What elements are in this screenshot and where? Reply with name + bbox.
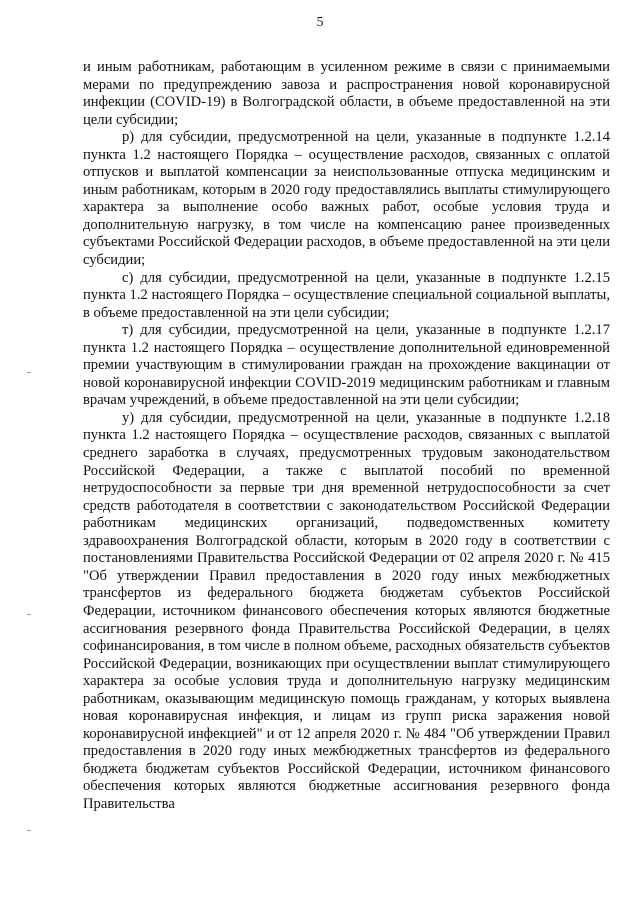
paragraph-item-r: р) для субсидии, предусмотренной на цели, указанные в подпункте 1.2.14 пункта 1.2 настоящего Порядка – осуществление расходов, связанных с оплатой отпусков и выплатой компенсации за неиспользованные отпуска медицинским и иным работникам, которым в 2020 году предоставлялись выплаты стимулирующего характера за выполнение особо важных работ, особые условия труда и дополнительную нагрузку, в том числе на компенсацию ранее произведенных субъектами Российской Федерации расходов, в объеме предоставленной на эти цели субсидии; — [83, 129, 610, 269]
paragraph-continuation: и иным работникам, работающим в усиленном режиме в связи с принимаемыми мерами по предупреждению завоза и распространения новой коронавирусной инфекции (COVID-19) в Волгоградской области, в объеме предоставленной на эти цели субсидии; — [83, 59, 610, 128]
margin-mark — [27, 830, 31, 831]
page-number: 5 — [316, 14, 324, 29]
paragraph-item-t: т) для субсидии, предусмотренной на цели, указанные в подпункте 1.2.17 пункта 1.2 настоящего Порядка – осуществление дополнительной единовременной премии участвующим в стимулировании граждан на прохождение вакцинации от новой коронавирусной инфекции COVID-2019 медицинским работникам и главным врачам учреждений, в объеме предоставленной на эти цели субсидии; — [83, 322, 610, 409]
document-body — [83, 59, 610, 814]
margin-mark — [27, 372, 31, 373]
paragraph-item-s: с) для субсидии, предусмотренной на цели, указанные в подпункте 1.2.15 пункта 1.2 настоящего Порядка – осуществление специальной социальной выплаты, в объеме предоставленной на эти цели субсидии; — [83, 269, 610, 321]
margin-mark — [27, 614, 31, 615]
paragraph-item-u: у) для субсидии, предусмотренной на цели, указанные в подпункте 1.2.18 пункта 1.2 настоящего Порядка – осуществление расходов, связанных с выплатой среднего заработка в случаях, предусмотренных трудовым законодательством Российской Федерации, а также с выплатой пособий по временной нетрудоспособности за первые три дня временной нетрудоспособности за счет средств работодателя в соответствии с законодательством Российской Федерации работникам медицинских организаций, подведомственных комитету здравоохранения Волгоградской области, которым в 2020 году в соответствии с постановлениями Правительства Российской Федерации от 02 апреля 2020 г. № 415 "Об утверждении Правил предоставления в 2020 году иных межбюджетных трансфертов из федерального бюджета бюджетам субъектов Российской Федерации, источником финансового обеспечения которых являются бюджетные ассигнования резервного фонда Правительства Российской Федерации, в целях софинансирования, в том числе в полном объеме, расходных обязательств субъектов Российской Федерации, возникающих при осуществлении выплат стимулирующего характера за особые условия труда и дополнительную нагрузку медицинским работникам, оказывающим медицинскую помощь гражданам, у которых выявлена новая коронавирусная инфекция, и лицам из групп риска заражения новой коронавирусной инфекцией" и от 12 апреля 2020 г. № 484 "Об утверждении Правил предоставления в 2020 году иных межбюджетных трансфертов из федерального бюджета бюджетам субъектов Российской Федерации, источником финансового обеспечения которых являются бюджетные ассигнования резервного фонда Правительства — [83, 409, 610, 812]
